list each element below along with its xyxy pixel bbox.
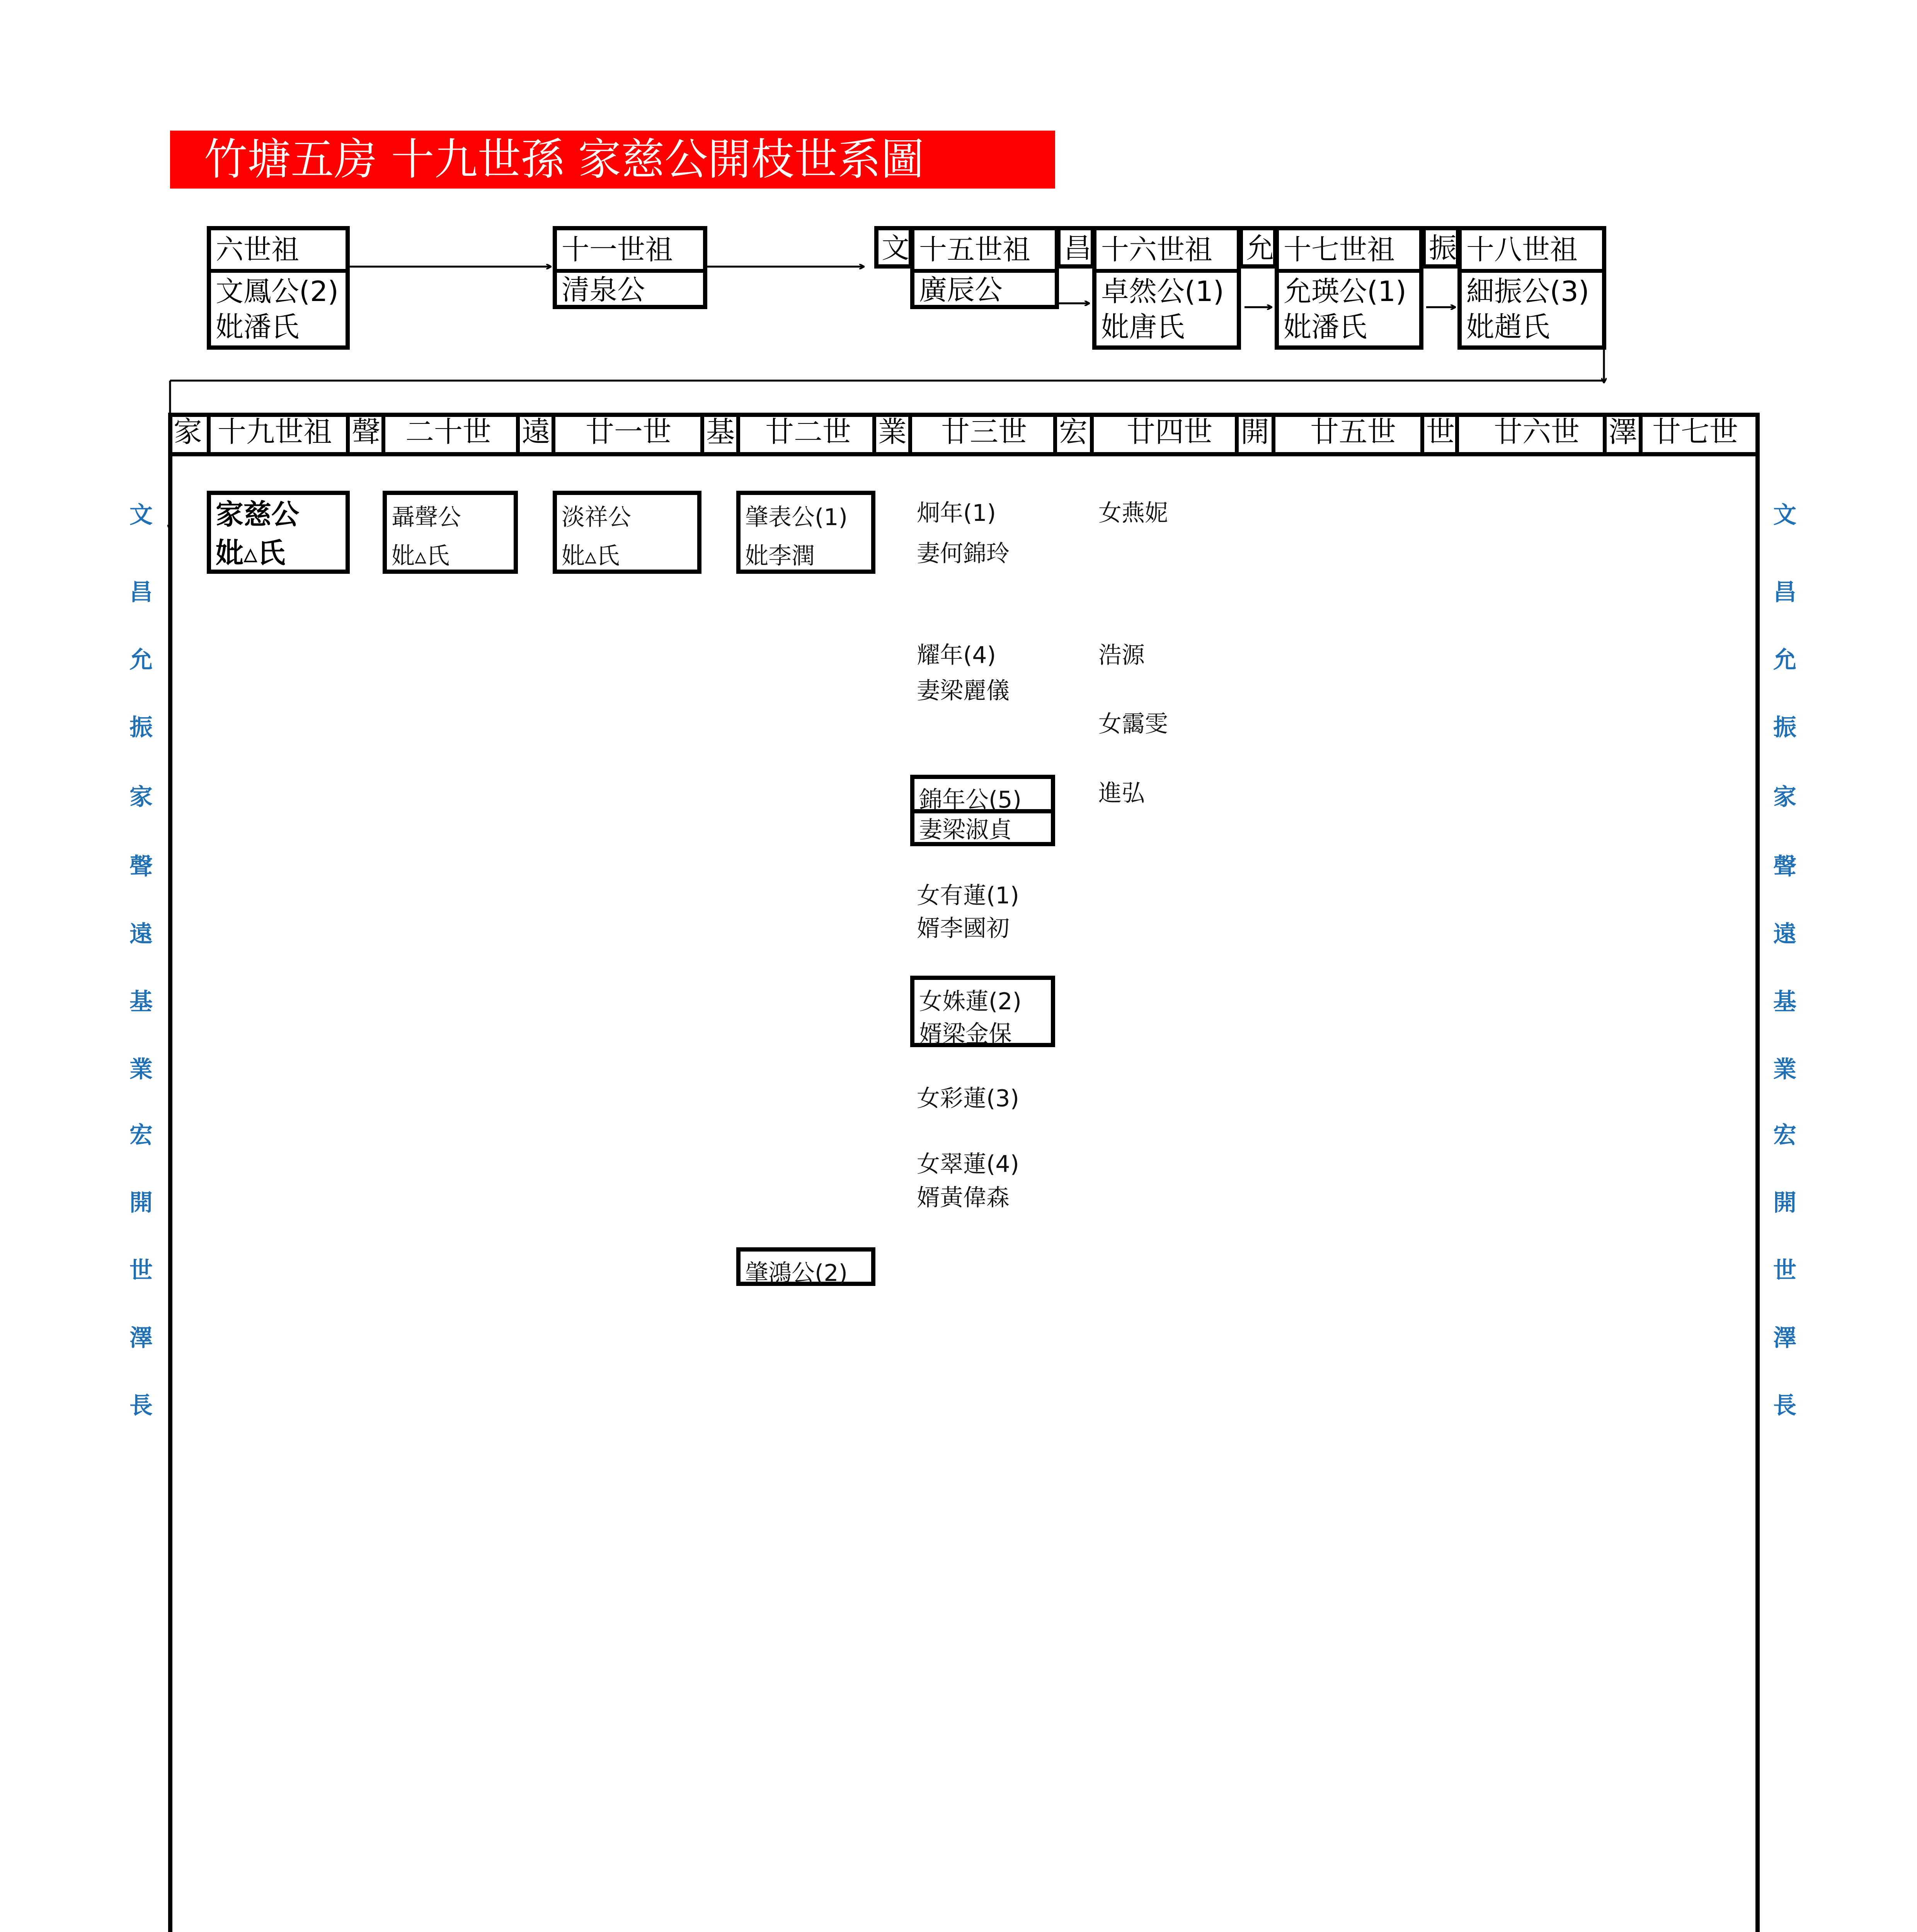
ancestor-name: 廣辰公 [919,274,1003,306]
generation-header-row [168,413,1760,456]
person-name: 耀年(4) [917,642,996,669]
generation-label: 廿六世 [1494,415,1580,449]
side-char: 聲 [129,853,153,880]
ancestor-header: 六世祖 [216,233,300,266]
side-char: 昌 [129,579,153,606]
ancestor-box-gen6 [207,226,350,350]
person-box-g23 [910,775,1055,813]
side-char: 世 [129,1257,153,1284]
ancestor-box-gen17 [1275,226,1423,350]
generation-char: 世 [1426,415,1455,449]
generation-label: 十九世祖 [218,415,332,449]
side-char: 文 [129,502,153,529]
generation-label: 廿五世 [1310,415,1396,449]
side-char: 聲 [1773,853,1796,880]
page-title: 竹塘五房 十九世孫 家慈公開枝世系圖 [170,131,1055,189]
person-name: 淡祥公 [562,504,631,531]
side-char: 開 [129,1189,153,1216]
ancestor-spouse: 妣趙氏 [1466,311,1550,343]
person-spouse: 婿黃偉森 [917,1184,1010,1211]
side-char: 基 [1773,988,1796,1015]
person-name: 女翠蓮(4) [917,1151,1019,1178]
generation-char: 家 [174,415,202,449]
person-name: 進弘 [1098,780,1145,807]
side-char: 振 [1773,714,1796,741]
person-name: 炯年(1) [917,500,996,527]
person-name: 女燕妮 [1098,500,1168,527]
generation-label: 廿七世 [1652,415,1738,449]
side-char: 長 [129,1392,153,1419]
generation-label: 廿一世 [586,415,671,449]
generation-char: 昌 [1064,232,1092,264]
side-char: 開 [1773,1189,1796,1216]
ancestor-prefix-gen15 [874,226,913,269]
person-box-g21 [553,491,701,574]
generation-char: 宏 [1059,415,1088,449]
person-spouse: 妣▵氏 [392,543,450,570]
ancestor-box-gen18 [1457,226,1606,350]
person-spouse: 婿李國初 [917,915,1010,942]
ancestor-name: 文鳳公(2) [216,275,339,308]
ancestor-spouse: 妣唐氏 [1101,311,1185,343]
generation-char: 開 [1241,415,1269,449]
side-char: 宏 [1773,1122,1796,1149]
generation-char: 振 [1429,232,1457,264]
side-char: 基 [129,988,153,1015]
ancestor-box-gen11 [553,226,707,309]
person-spouse: 妻梁淑貞 [919,816,1012,844]
generation-char: 遠 [522,415,550,449]
side-char: 宏 [129,1122,153,1149]
generation-char: 聲 [352,415,380,449]
generation-char: 基 [706,415,735,449]
generation-label: 廿四世 [1127,415,1212,449]
person-name: 肇表公(1) [745,504,848,531]
ancestor-header: 十一世祖 [562,233,673,266]
ancestor-name: 允瑛公(1) [1284,275,1406,308]
person-box-g20 [383,491,518,574]
side-char: 澤 [1773,1325,1796,1352]
ancestor-name: 卓然公(1) [1101,275,1224,308]
side-char: 長 [1773,1392,1796,1419]
generation-label: 廿二世 [765,415,851,449]
person-name: 女彩蓮(3) [917,1085,1019,1112]
person-name: 女姝蓮(2) [919,988,1021,1015]
person-spouse: 婿梁金保 [919,1020,1012,1048]
person-name: 聶聲公 [392,504,461,531]
generation-char: 業 [878,415,907,449]
person-name: 錦年公(5) [919,786,1021,813]
side-char: 文 [1773,502,1796,529]
person-name: 肇鴻公(2) [745,1260,848,1287]
ancestor-name: 清泉公 [562,274,645,306]
person-box-g22 [736,1247,875,1286]
side-char: 業 [1773,1056,1796,1083]
side-char: 允 [1773,646,1796,673]
ancestor-box-gen15 [910,226,1059,309]
side-char: 業 [129,1056,153,1083]
side-char: 遠 [1773,921,1796,948]
person-name: 家慈公 [216,498,300,531]
generation-label: 二十世 [405,415,491,449]
generation-label: 廿三世 [941,415,1027,449]
person-box-g23 [910,976,1055,1047]
side-char: 世 [1773,1257,1796,1284]
person-name: 女有蓮(1) [917,882,1019,909]
person-name: 浩源 [1098,642,1145,669]
side-char: 家 [1773,784,1796,811]
person-box-g22 [736,491,875,574]
spouse-box-g23 [910,811,1055,846]
side-char: 振 [129,714,153,741]
side-char: 澤 [129,1325,153,1352]
ancestor-prefix-gen18 [1422,226,1460,269]
ancestor-header: 十七世祖 [1284,233,1395,266]
ancestor-box-gen16 [1092,226,1241,350]
ancestor-header: 十六世祖 [1101,233,1213,266]
ancestor-prefix-gen16 [1056,226,1095,269]
generation-char: 澤 [1609,415,1637,449]
ancestor-header: 十八世祖 [1466,233,1578,266]
ancestor-prefix-gen17 [1239,226,1277,269]
person-spouse: 妣▵氏 [562,543,620,570]
side-char: 遠 [129,921,153,948]
ancestor-spouse: 妣潘氏 [1284,311,1367,343]
side-char: 家 [129,784,153,811]
ancestor-spouse: 妣潘氏 [216,311,300,343]
person-name: 女靄雯 [1098,711,1168,738]
side-char: 允 [129,646,153,673]
ancestor-name: 細振公(3) [1466,275,1589,308]
generation-char: 允 [1246,232,1274,264]
person-spouse: 妻梁麗儀 [917,677,1010,704]
person-spouse: 妣李潤 [745,543,815,570]
side-char: 昌 [1773,579,1796,606]
generation-char: 文 [882,232,910,264]
person-spouse: 妻何錦玲 [917,540,1010,567]
person-spouse: 妣▵氏 [216,537,286,569]
person-box-g19 [207,491,350,574]
ancestor-header: 十五世祖 [919,233,1031,266]
